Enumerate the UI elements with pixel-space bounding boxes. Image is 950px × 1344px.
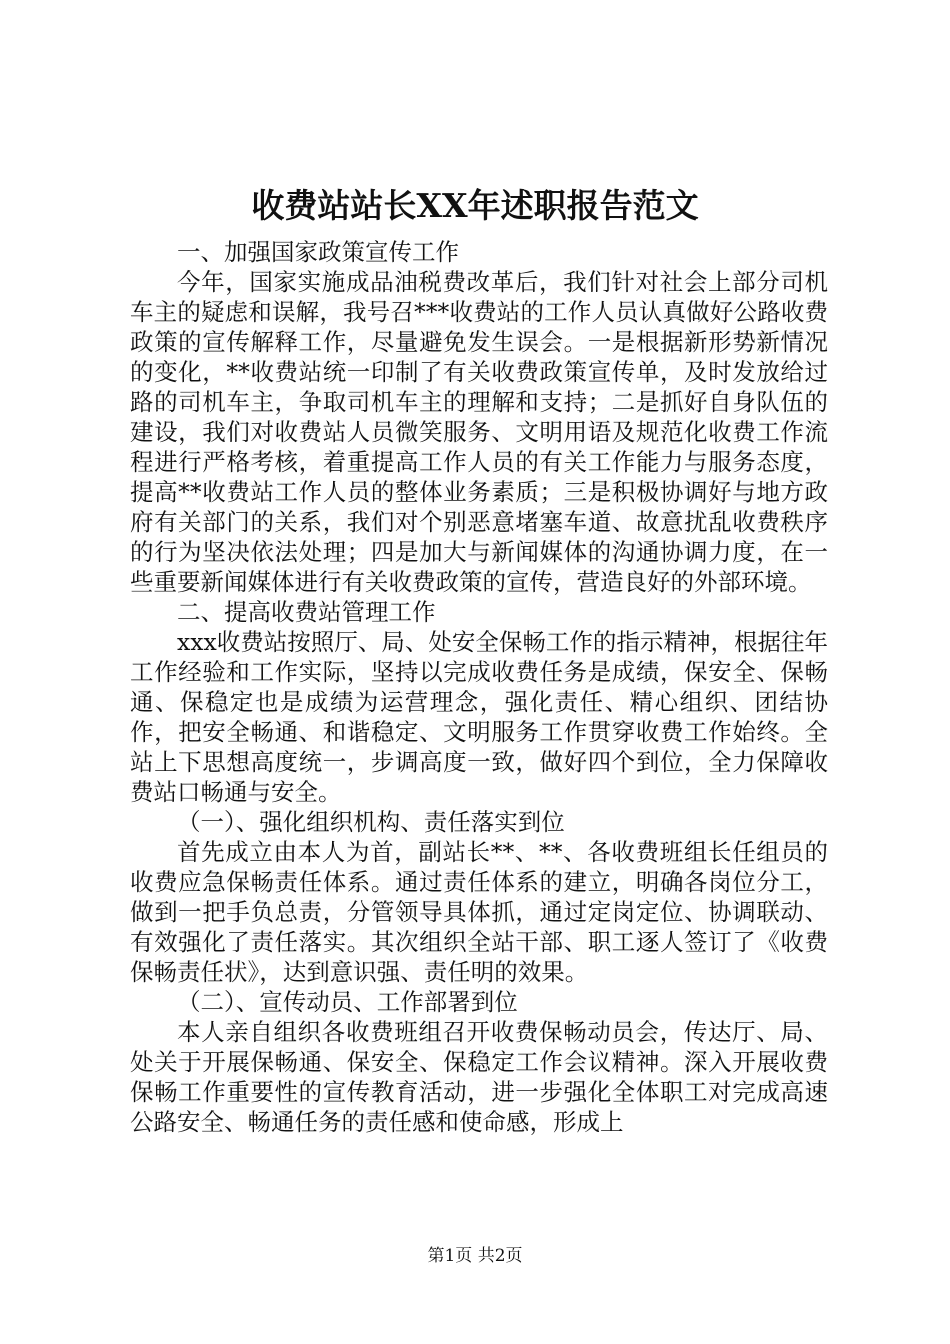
paragraph-1: 今年，国家实施成品油税费改革后，我们针对社会上部分司机车主的疑虑和误解，我号召***收费站的工作人员认真做好公路收费政策的宣传解释工作，尽量避免发生误会。一是根据新形势新情况的变化，**收费站统一印制了有关收费政策宣传单，及时发放给过路的司机车主，争取司机车主的理解和支持；二是抓好自身队伍的建设，我们对收费站人员微笑服务、文明用语及规范化收费工作流程进行严格考核，着重提高工作人员的有关工作能力与服务态度，提高**收费站工作人员的整体业务素质；三是积极协调好与地方政府有关部门的关系，我们对个别恶意堵塞车道、故意扰乱收费秩序的行为坚决依法处理；四是加大与新闻媒体的沟通协调力度，在一些重要新闻媒体进行有关收费政策的宣传，营造良好的外部环境。 [130, 268, 828, 596]
section-heading-2: 二、提高收费站管理工作 [177, 598, 436, 626]
paragraph-2: xxx收费站按照厅、局、处安全保畅工作的指示精神，根据往年工作经验和工作实际，坚持以完成收费任务是成绩，保安全、保畅通、保稳定也是成绩为运营理念，强化责任、精心组织、团结协作，把安全畅通、和谐稳定、文明服务工作贯穿收费工作始终。全站上下思想高度统一，步调高度一致，做好四个到位，全力保障收费站口畅通与安全。 [130, 628, 828, 806]
subsection-heading-2: （二）、宣传动员、工作部署到位 [177, 988, 518, 1016]
section-heading-1: 一、加强国家政策宣传工作 [177, 238, 459, 266]
document-body [130, 237, 828, 1137]
document-title: 收费站站长XX年述职报告范文 [251, 186, 699, 225]
paragraph-4: 本人亲自组织各收费班组召开收费保畅动员会，传达厅、局、处关于开展保畅通、保安全、保稳定工作会议精神。深入开展收费保畅工作重要性的宣传教育活动，进一步强化全体职工对完成高速公路安全、畅通任务的责任感和使命感，形成上 [130, 1018, 828, 1136]
page-footer: 第1页 共2页 [427, 1246, 523, 1266]
paragraph-3: 首先成立由本人为首，副站长**、**、各收费班组长任组员的收费应急保畅责任体系。通过责任体系的建立，明确各岗位分工，做到一把手负总责，分管领导具体抓，通过定岗定位、协调联动、有效强化了责任落实。其次组织全站干部、职工逐人签订了《收费保畅责任状》，达到意识强、责任明的效果。 [130, 838, 828, 986]
subsection-heading-1: （一）、强化组织机构、责任落实到位 [177, 808, 565, 836]
